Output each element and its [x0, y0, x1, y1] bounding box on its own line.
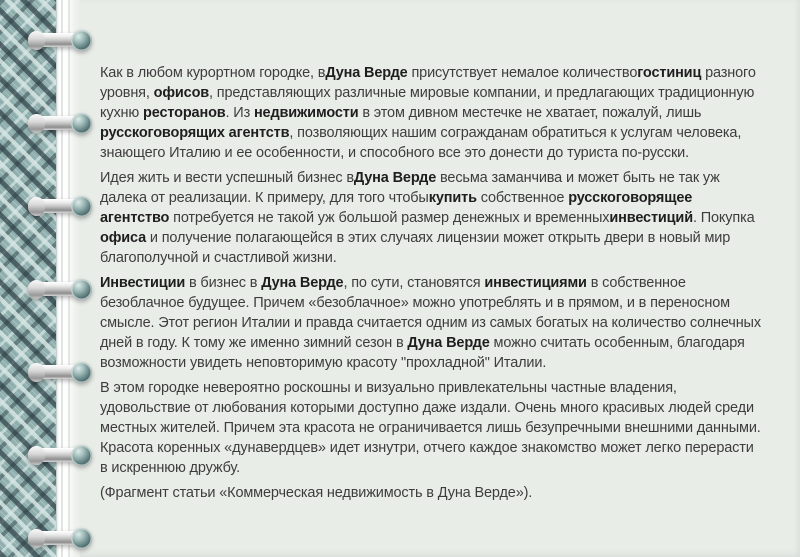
- bold-text: русскоговорящее агентство: [100, 190, 693, 226]
- text: и получение полагающейся в этих случаях лицензии может открыть двери в новый мир благополучной и счастливой жизни.: [100, 230, 731, 266]
- bold-text: гостиниц: [637, 65, 702, 81]
- bold-text: инвестициями: [484, 275, 587, 291]
- bold-text: офисов: [153, 85, 210, 101]
- paragraph-business-idea: [100, 168, 762, 268]
- text: , по сути, становятся: [343, 275, 485, 291]
- binding-ring: [28, 279, 92, 300]
- ring-cap: [28, 529, 45, 548]
- bold-text: русскоговорящих агентств: [100, 125, 290, 141]
- bold-text: Дуна Верде: [407, 335, 490, 351]
- ring-knob: [71, 196, 92, 217]
- text: , позволяющих нашим согражданам обратиться к услугам человека, знающего Италию и ее особенности, и способного все это донести до туриста по-русски.: [100, 125, 742, 161]
- text: в этом дивном местечке не хватает, пожалуй, лишь: [358, 105, 702, 121]
- text: можно считать особенным, благодаря возможности увидеть неповторимую красоту "прохладной" Италии.: [100, 335, 745, 371]
- text: В этом городке невероятно роскошны и визуально привлекательны частные владения, удовольствие от любования которыми доступно даже издали. Очень много красивых людей среди местных жителей. Причем эта красота не ограничивается лишь безупречными внешними данными. Красота коренных «дунавердцев» идет изнутри, отчего каждое знакомство может легко перерасти в искреннюю дружбу.: [100, 380, 761, 476]
- ring-cap: [28, 31, 45, 50]
- ring-knob: [71, 445, 92, 466]
- bold-text: офиса: [100, 230, 147, 246]
- text: разного уровня,: [100, 65, 756, 101]
- text: в собственное безоблачное будущее. Причем «безоблачное» можно употреблять и в прямом, и в переносном смысле. Этот регион Италии и правда считается одним из самых богатых на количество солнечных дней в году. К тому же именно зимний сезон в: [100, 275, 761, 351]
- text: . Покупка: [692, 210, 755, 226]
- text: присутствует немалое количество: [407, 65, 638, 81]
- ring-knob: [71, 113, 92, 134]
- ring-cap: [28, 446, 45, 465]
- bold-text: купить: [428, 190, 477, 206]
- text: весьма заманчива и может быть не так уж далека от реализации. К примеру, для того чтобы: [100, 170, 720, 206]
- bold-text: Инвестиции: [100, 275, 186, 291]
- paragraph-town-beauty: [100, 378, 762, 478]
- binding-ring: [28, 362, 92, 383]
- text: собственное: [476, 190, 569, 206]
- binding-ring: [28, 445, 92, 466]
- bold-text: Дуна Верде: [261, 275, 344, 291]
- bold-text: недвижимости: [253, 105, 359, 121]
- text: . Из: [225, 105, 254, 121]
- ring-knob: [71, 30, 92, 51]
- text: потребуется не такой уж большой размер денежных и временных: [169, 210, 610, 226]
- binding-ring: [28, 196, 92, 217]
- text: Идея жить и вести успешный бизнес в: [100, 170, 354, 186]
- binding-ring: [28, 528, 92, 549]
- binding-ring: [28, 113, 92, 134]
- ring-knob: [71, 528, 92, 549]
- bold-text: Дуна Верде: [353, 170, 437, 186]
- binding-ring: [28, 30, 92, 51]
- text: , представляющих различные мировые компании, и предлагающих традиционную кухню: [100, 85, 755, 121]
- text: Как в любом курортном городке, в: [100, 65, 326, 81]
- paragraph-investments: [100, 273, 762, 373]
- bold-text: инвестиций: [609, 210, 693, 226]
- ring-knob: [71, 362, 92, 383]
- bold-text: ресторанов: [143, 105, 226, 121]
- bold-text: Дуна Верде: [325, 65, 408, 81]
- footer-note: [100, 483, 762, 503]
- article-text: [100, 63, 762, 508]
- ring-cap: [28, 363, 45, 382]
- text: (Фрагмент статьи «Коммерческая недвижимость в Дуна Верде»).: [100, 485, 533, 501]
- ring-knob: [71, 279, 92, 300]
- ring-cap: [28, 114, 45, 133]
- paragraph-hotels-offices: [100, 63, 762, 163]
- ring-cap: [28, 197, 45, 216]
- text: в бизнес в: [185, 275, 262, 291]
- ring-cap: [28, 280, 45, 299]
